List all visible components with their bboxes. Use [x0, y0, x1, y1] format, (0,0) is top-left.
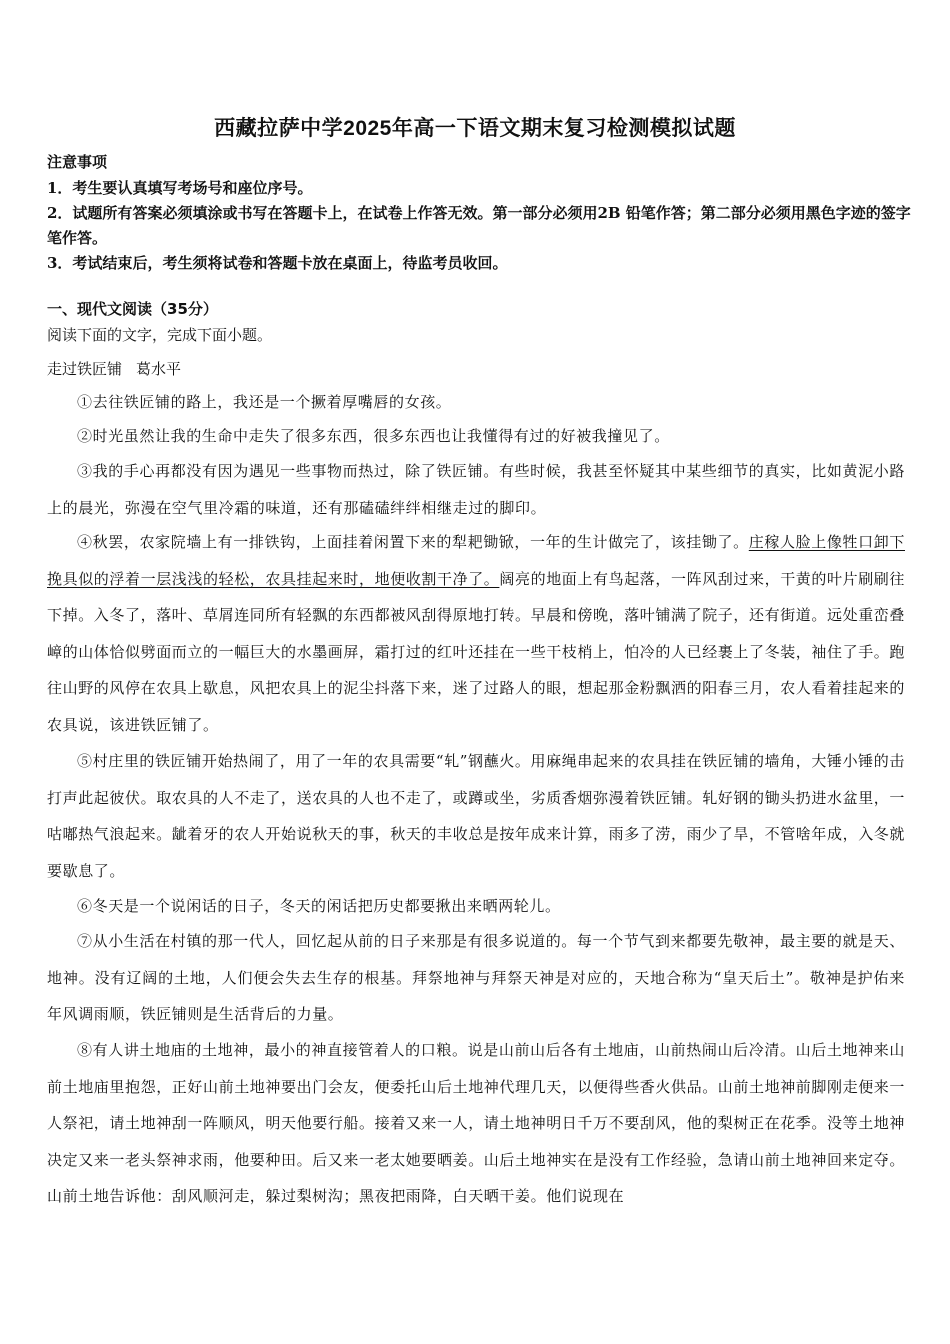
underlined-sentence: 庄稼人脸上像牲口卸下挽具似的浮着一层浅浅的轻松，农具挂起来时，地便收割干净了。 [47, 533, 905, 588]
article-title: 走过铁匠铺 [47, 360, 123, 378]
paragraph-4 [47, 524, 905, 744]
notice-item-3: 3．考试结束后，考生须将试卷和答题卡放在桌面上，待监考员收回。 [47, 254, 508, 272]
reading-instruction: 阅读下面的文字，完成下面小题。 [47, 326, 273, 344]
document-title: 西藏拉萨中学2025年高一下语文期末复习检测模拟试题 [214, 117, 736, 140]
paragraph-5: ⑤村庄里的铁匠铺开始热闹了，用了一年的农具需要“轧”钢蘸火。用麻绳串起来的农具挂在铁匠铺的墙角，大锤小锤的击打声此起彼伏。取农具的人不走了，送农具的人也不走了，或蹲或坐，劣质香烟弥漫着铁匠铺。轧好钢的锄头扔进水盆里，一咕嘟热气浪起来。龇着牙的农人开始说秋天的事，秋天的丰收总是按年成来计算，雨多了涝，雨少了旱，不管啥年成，入冬就要歇息了。 [47, 752, 906, 880]
paragraph-8: ⑧有人讲土地庙的土地神，最小的神直接管着人的口粮。说是山前山后各有土地庙，山前热闹山后冷清。山后土地神来山前土地庙里抱怨，正好山前土地神要出门会友，便委托山后土地神代理几天，以便得些香火供品。山前土地神前脚刚走便来一人祭祀，请土地神刮一阵顺风，明天他要行船。接着又来一人，请土地神明日千万不要刮风，他的梨树正在花季。没等土地神决定又来一老头祭神求雨，他要种田。后又来一老太她要晒姜。山后土地神实在是没有工作经验，急请山前土地神回来定夺。山前土地告诉他：刮风顺河走，躲过梨树沟；黑夜把雨降，白天晒干姜。他们说现在 [47, 1041, 906, 1206]
section-heading: 一、现代文阅读（35分） [47, 300, 218, 318]
paragraph-6: ⑥冬天是一个说闲话的日子，冬天的闲话把历史都要揪出来晒两轮儿。 [77, 897, 561, 915]
notice-item-1: 1．考生要认真填写考场号和座位序号。 [47, 179, 313, 197]
article-title-line [47, 358, 181, 379]
paragraph-2: ②时光虽然让我的生命中走失了很多东西，很多东西也让我懂得有过的好被我撞见了。 [77, 427, 670, 445]
notice-item-2: 2．试题所有答案必须填涂或书写在答题卡上，在试卷上作答无效。第一部分必须用2B 铅笔作答；第二部分必须用黑色字迹的签字笔作答。 [47, 204, 911, 247]
paragraph-3: ③我的手心再都没有因为遇见一些事物而热过，除了铁匠铺。有些时候，我甚至怀疑其中某些细节的真实，比如黄泥小路上的晨光，弥漫在空气里冷霜的味道，还有那磕磕绊绊相继走过的脚印。 [47, 462, 905, 517]
article-author: 葛水平 [136, 360, 182, 378]
paragraph-7: ⑦从小生活在村镇的那一代人，回忆起从前的日子来那是有很多说道的。每一个节气到来都要先敬神，最主要的就是天、地神。没有辽阔的土地，人们便会失去生存的根基。拜祭地神与拜祭天神是对应的，天地合称为“皇天后土”。敬神是护佑来年风调雨顺，铁匠铺则是生活背后的力量。 [47, 932, 905, 1024]
paragraph-4-rest: 阔亮的地面上有鸟起落，一阵风刮过来，干黄的叶片刷刷往下掉。入冬了，落叶、草屑连同所有轻飘的东西都被风刮得原地打转。早晨和傍晚，落叶铺满了院子，还有街道。远处重峦叠嶂的山体恰似劈面而立的一幅巨大的水墨画屏，霜打过的红叶还挂在一些干枝梢上，怕冷的人已经裹上了冬装，袖住了手。跑往山野的风停在农具上歇息，风把农具上的泥尘抖落下来，迷了过路人的眼，想起那金粉飘洒的阳春三月，农人看着挂起来的农具说，该进铁匠铺了。 [47, 569, 906, 734]
paragraph-1: ①去往铁匠铺的路上，我还是一个撅着厚嘴唇的女孩。 [77, 393, 452, 411]
paragraph-4-start: ④秋罢，农家院墙上有一排铁钩，上面挂着闲置下来的犁耙锄锨，一年的生计做完了，该挂锄了。 [77, 533, 749, 551]
notice-heading: 注意事项 [47, 153, 108, 171]
